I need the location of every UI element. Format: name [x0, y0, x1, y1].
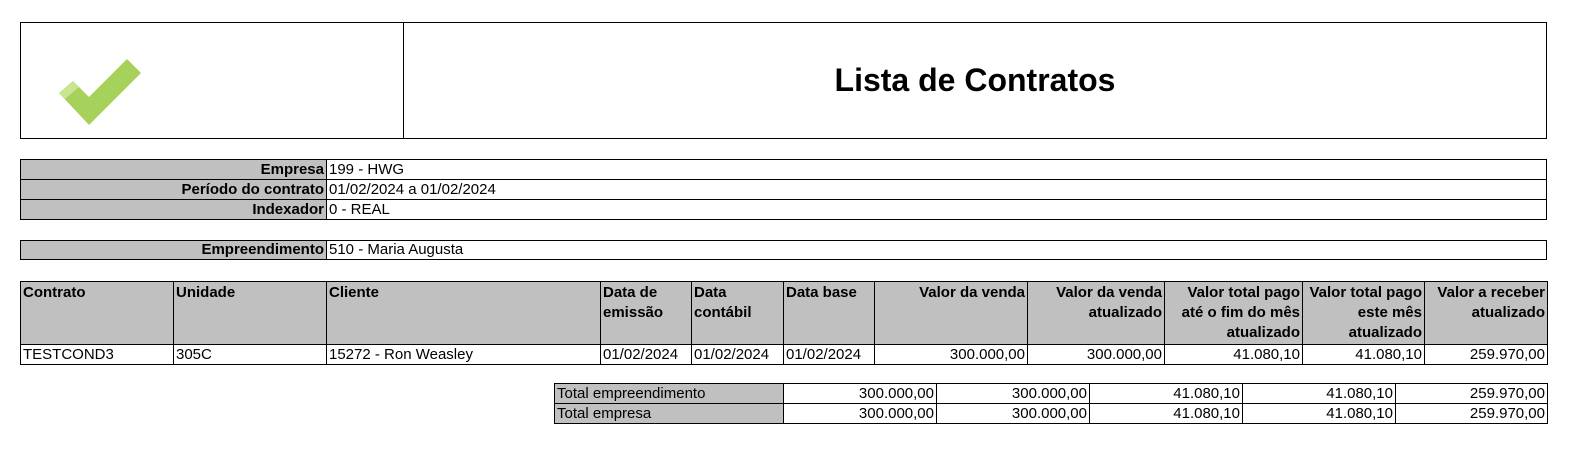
total-empreendimento-valor-pago-mes: 41.080,10 [1243, 384, 1396, 404]
empresa-row [21, 160, 1547, 180]
total-empreendimento-valor-venda: 300.000,00 [784, 384, 937, 404]
col-header-valor-venda-atualizado: Valor da venda atualizado [1028, 282, 1165, 345]
empreendimento-label: Empreendimento [21, 241, 327, 260]
col-header-cliente: Cliente [327, 282, 601, 345]
col-header-data-base: Data base [784, 282, 875, 345]
empresa-value: 199 - HWG [327, 160, 1547, 180]
indexador-value: 0 - REAL [327, 200, 1547, 220]
total-empresa-valor-pago-mes: 41.080,10 [1243, 404, 1396, 424]
page-title: Lista de Contratos [834, 62, 1116, 98]
total-empreendimento-row [555, 384, 1548, 404]
table-header-row [21, 282, 1548, 345]
cell-unidade: 305C [174, 345, 327, 365]
total-empreendimento-valor-receber: 259.970,00 [1396, 384, 1548, 404]
cell-contrato: TESTCOND3 [21, 345, 174, 365]
periodo-value: 01/02/2024 a 01/02/2024 [327, 180, 1547, 200]
table-row [21, 345, 1548, 365]
cell-valor-venda: 300.000,00 [875, 345, 1028, 365]
col-header-data-emissao: Data de emissão [601, 282, 692, 345]
indexador-row [21, 200, 1547, 220]
cell-valor-total-pago: 41.080,10 [1165, 345, 1303, 365]
col-header-valor-pago-mes: Valor total pago este mês atualizado [1303, 282, 1425, 345]
col-header-valor-venda: Valor da venda [875, 282, 1028, 345]
cell-data-base: 01/02/2024 [784, 345, 875, 365]
total-empresa-valor-venda: 300.000,00 [784, 404, 937, 424]
totals-table [554, 383, 1548, 424]
total-empresa-label: Total empresa [555, 404, 784, 424]
cell-cliente: 15272 - Ron Weasley [327, 345, 601, 365]
periodo-label: Período do contrato [21, 180, 327, 200]
total-empreendimento-label: Total empreendimento [555, 384, 784, 404]
company-info-table [20, 159, 1547, 220]
report-header [20, 22, 1547, 139]
total-empreendimento-valor-total-pago: 41.080,10 [1090, 384, 1243, 404]
col-header-valor-total-pago: Valor total pago até o fim do mês atualizado [1165, 282, 1303, 345]
empreendimento-table [20, 240, 1547, 260]
col-header-unidade: Unidade [174, 282, 327, 345]
cell-data-emissao: 01/02/2024 [601, 345, 692, 365]
total-empreendimento-valor-venda-atualizado: 300.000,00 [937, 384, 1090, 404]
cell-valor-venda-atualizado: 300.000,00 [1028, 345, 1165, 365]
total-empresa-valor-venda-atualizado: 300.000,00 [937, 404, 1090, 424]
empreendimento-row [21, 241, 1547, 260]
total-empresa-row [555, 404, 1548, 424]
indexador-label: Indexador [21, 200, 327, 220]
col-header-contrato: Contrato [21, 282, 174, 345]
contracts-table [20, 281, 1548, 365]
col-header-valor-receber: Valor a receber atualizado [1425, 282, 1548, 345]
cell-data-contabil: 01/02/2024 [692, 345, 784, 365]
col-header-data-contabil: Data contábil [692, 282, 784, 345]
cell-valor-pago-mes: 41.080,10 [1303, 345, 1425, 365]
periodo-row [21, 180, 1547, 200]
cell-valor-receber: 259.970,00 [1425, 345, 1548, 365]
total-empresa-valor-receber: 259.970,00 [1396, 404, 1548, 424]
empreendimento-value: 510 - Maria Augusta [327, 241, 1547, 260]
checkmark-icon [59, 59, 143, 129]
empresa-label: Empresa [21, 160, 327, 180]
total-empresa-valor-total-pago: 41.080,10 [1090, 404, 1243, 424]
